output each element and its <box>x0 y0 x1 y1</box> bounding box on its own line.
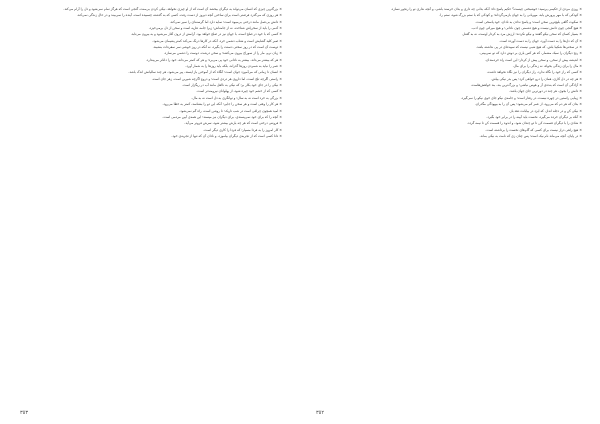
paragraph: × هر کار را وقتی است و هر سخن را جایی؛ آنکه این دو را بشناسد، کمتر به خطا می‌رود. <box>162 102 282 107</box>
paragraph: × هر روزی که می‌گذرد فرصتی است برای ساختن آنچه دیروز از دست رفت. کسی که به گذشته چسبیده است، آینده را نمی‌بیند و در حال زندگی نمی‌کند. <box>76 13 282 18</box>
paragraph: × دانا کسی است که از تجربه‌ی دیگران بیاموزد، و نادان آن که تنها از تجربه‌ی خود. <box>171 133 282 138</box>
paragraph: × فروتنی درختی است که هر چه بارش بیشتر شود، سرش فروتر می‌آید. <box>184 121 282 126</box>
paragraph: × دوست آن است که در روز سختی دستت را بگیرد، نه آنکه در روز خوشی سر سفره‌ات بنشیند. <box>152 45 282 50</box>
paragraph: × هیچ گنجی چون دانش نیست و هیچ دشمنی چون نادانی؛ و هیچ میراثی چون ادب. <box>471 26 582 31</box>
paragraph: × راستی اگرچه تلخ است، اما داروی هر دردی است؛ و دروغ اگرچه شیرین است، زهر جان است. <box>151 76 282 81</box>
paragraph: × بزرگترین چیزی که انسان می‌تواند به دیگران ببخشد آن است که از او چیزی نخواهد. نیکی کردن بی‌منت، گنجی است که هرگز تمام نمی‌شود و دل را آرام می‌کند. <box>63 7 282 11</box>
paragraph: × آنکه بر دیگران خرده می‌گیرد، نخست باید آیینه را در برابر خود بگیرد. <box>486 114 582 119</box>
paragraph: × کسی که از خشم خود چیره شود، از پهلوانان نیرومندتر است. <box>196 89 282 94</box>
paragraph: × هیچ راهی دراز نیست برای کسی که گام‌های نخست را برداشته است. <box>485 127 582 132</box>
paragraph: × صبر کلید گشایش است و شتاب دشمن خرد. آنکه در کارها درنگ می‌کند کمتر پشیمان می‌شود. <box>152 38 282 43</box>
paragraph: × زیبایی راستین در چهره نیست، در رفتار است؛ و جامه‌ی نیکو جای خوی نیکو را نمی‌گیرد. <box>460 95 582 100</box>
paragraph: × دانش بی‌عمل مانند درختی بی‌میوه است؛ سایه دارد اما گرسنه‌ای را سیر نمی‌کند. <box>169 19 282 24</box>
page-number: ٣٥٣ <box>20 410 29 416</box>
paragraph: × زبان نرم، مار را از سوراخ بیرون می‌کشد؛ و سخن درشت، دوست را دشمن می‌سازد. <box>163 51 282 56</box>
paragraph: × روزی مردی از حکیمی پرسید: خوشبختی چیست؟ حکیم پاسخ داد: آنکه بدانی چه داری و بدان خرسند باشی، و آنچه نداری تو را رنجور نسازد. <box>390 7 582 11</box>
paragraph: × کسی که با خود در صلح است، با جهان نیز در صلح خواهد بود. آرامش از درون آغاز می‌شود و به بیرون می‌تابد. <box>130 32 282 37</box>
paragraph: × آدمی را باید از سخن‌اش شناخت، نه از جامه‌اش؛ زیرا جامه عاریه است و سخن از دل برمی‌خیزد. <box>148 26 282 31</box>
paragraph: × نیکی را در جای خود بکار بر؛ که نیکی به نااهل مانند آب در ریگزار است. <box>182 83 282 88</box>
page-number: ٣٥٢ <box>316 410 325 416</box>
paragraph: × آزادگی آن است که بنده‌ی آز و هوس نباشی؛ و بزرگ‌ترین بند، بند خواهش‌هاست. <box>470 83 582 88</box>
paragraph: × آن که دل‌ها را به دست آورد، جهان را به دست آورده است. <box>499 38 582 43</box>
paragraph: × مال را برای زندگی بخواه، نه زندگی را برای مال. <box>512 64 582 69</box>
paragraph: × کار امروز را به فردا مسپار؛ که فردا را کاری دیگر است. <box>203 127 282 132</box>
right-page-text <box>316 6 582 139</box>
paragraph: × رنج دیگران را سبک مشمار، که هر کس باری بر دوش دارد که تو نمی‌بینی. <box>479 51 582 56</box>
paragraph: × آنچه را که برای خود نمی‌پسندی، برای دیگران نیز مپسند؛ این همه‌ی آیین مردمی است. <box>162 114 282 119</box>
paragraph: × عمر را نباید به شمردن روزها گذراند، بلکه باید روزها را به شمار آورد. <box>185 64 282 69</box>
paragraph: × شادی را با دیگران قسمت کن تا دو چندان شود، و اندوه را قسمت کن تا نیمه گردد. <box>466 121 582 126</box>
paragraph: × امید همچون چراغی است در شب تاریک؛ تا روشن است، راه گم نمی‌شود. <box>179 108 282 113</box>
paragraph: × نیکی کن و در دجله انداز، که ایزد در بیابانت دهد باز. <box>508 108 582 113</box>
paragraph: × سکوت گاهی بلیغ‌ترین سخن است؛ و پاسخ ندادن به نادان، خود پاسخی است. <box>475 19 582 24</box>
right-page <box>300 0 600 424</box>
paragraph: × هر چه در دل کاری، همان را درو خواهی کرد؛ پس بذر نیکی بپاش. <box>490 76 582 81</box>
paragraph: × در سختی‌ها شکیبا باش، که هیچ شبی نیست که سپیده‌ای در پی نداشته باشد. <box>475 45 582 50</box>
paragraph: × هر که بیشتر می‌داند، بیشتر به نادانی خود پی می‌برد؛ و هر که کمتر می‌داند، خود را داناتر می‌پندارد. <box>145 57 282 62</box>
paragraph: × بزرگی به خرد است نه به سال؛ و توانگری به دل است نه به مال. <box>191 95 282 100</box>
paragraph: × انسان تا زمانی که می‌آموزد جوان است؛ آنگاه که از آموختن باز ایستد، پیر می‌شود، هر چند سالیانش اندک باشد. <box>128 70 282 75</box>
paragraph: × بسیار کسان که سخن نیکو گفتند و نیکو نکردند؛ ارزش مرد به کردار اوست، نه به گفتار. <box>461 32 582 37</box>
paragraph: × در پایان، آنچه می‌ماند نام نیک است؛ پس چنان زی که نامت به نیکی بماند. <box>479 133 582 138</box>
paragraph: × دانش را بجوی، هر چند در دورترین جای جهان باشد. <box>509 89 582 94</box>
paragraph: × اندیشه پیش از سخن، و سخن پیش از کردار؛ این است راه خردمندان. <box>485 57 582 62</box>
left-page-text <box>20 6 282 139</box>
paragraph: × بدان که هر دم که می‌رود، از عمر کم می‌شود؛ پس آن را به بیهودگی مگذران. <box>474 102 582 107</box>
paragraph: × کسی که راز خود را نگاه ندارد، راز دیگران را نیز نگاه نخواهد داشت. <box>486 70 582 75</box>
paragraph: × کودکی که با مهر پرورش یابد، مهربانی را به جهان بازمی‌گرداند؛ و کودکی که با ستم بزرگ شود، ستم را. <box>439 13 582 18</box>
